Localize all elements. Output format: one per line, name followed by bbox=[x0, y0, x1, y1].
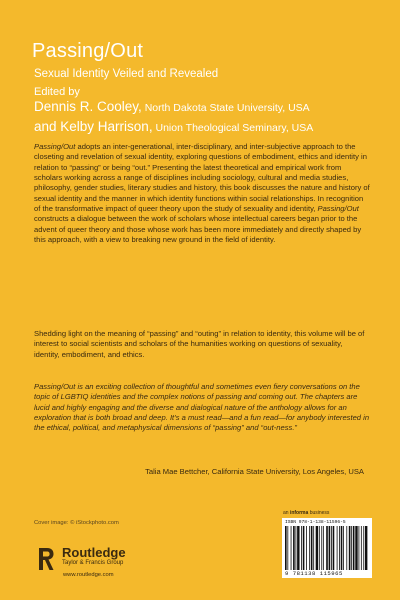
barcode-bar bbox=[355, 526, 357, 570]
barcode-bar bbox=[365, 526, 367, 570]
barcode-bar bbox=[301, 526, 302, 570]
endorsement-attribution: Talia Mae Bettcher, California State University, Los Angeles, USA bbox=[145, 467, 364, 476]
barcode-bar bbox=[287, 526, 288, 570]
editor-1-affiliation: North Dakota State University, USA bbox=[144, 102, 310, 114]
barcode-bar bbox=[331, 526, 332, 570]
isbn-barcode bbox=[282, 518, 372, 578]
barcode-bar bbox=[306, 526, 307, 570]
editor-2-prefix: and bbox=[34, 119, 61, 134]
description-paragraph-1 bbox=[34, 142, 370, 245]
description-title-ref: Passing/Out bbox=[34, 142, 76, 151]
barcode-bar bbox=[285, 526, 287, 570]
barcode-bar bbox=[313, 526, 314, 570]
editor-1 bbox=[34, 99, 310, 114]
barcode-bar bbox=[293, 526, 295, 570]
barcode-bar bbox=[346, 526, 347, 570]
barcode-bar bbox=[341, 526, 343, 570]
editor-2-affiliation: Union Theological Seminary, USA bbox=[155, 122, 314, 134]
description-text-b: constructs a dialogue between the work of scholars whose intellectual careers began prior to the advent of queer theory and those whose work has been more immediately and directly shaped by this approach, with a view to breaking new ground in the field of identity. bbox=[34, 214, 362, 244]
barcode-bar bbox=[343, 526, 344, 570]
editor-2-name: Kelby Harrison, bbox=[60, 119, 153, 134]
barcode-bar bbox=[333, 526, 335, 570]
description-paragraph-2: Shedding light on the meaning of “passing” and “outing” in relation to identity, this volume will be of interest to social scientists and scholars of the humanities working on questions of sexuality, identity, embodiment, and ethics. bbox=[34, 329, 365, 359]
book-subtitle: Sexual Identity Veiled and Revealed bbox=[34, 68, 219, 80]
description-text-a: adopts an inter-generational, inter-disciplinary, and inter-subjective approach to the closeting and revelation of sexual identity, exploring questions of embodiment, ethics and identity in relation to “passing” or being “out.” Presenting the latest theoretical and empirical work from scholars working across a range of disciplines including sociology, cultural and media studies, philosophy, gender studies, literary studies and history, this book discusses the nature and history of sexual identity and the manner in which identity functions within social relationships. In recognition of the transformative impact of queer theory upon the study of sexuality and identity, bbox=[34, 142, 370, 213]
barcode-icon bbox=[285, 526, 369, 570]
routledge-r-logo-icon bbox=[36, 546, 56, 572]
barcode-bar bbox=[349, 526, 351, 570]
endorsement-quote: Passing/Out is an exciting collection of thoughtful and sometimes even fiery conversations on the topic of LGBTIQ identities and the complex notions of passing and coming out. The chapters are lucid and highly engaging and the diverse and dialogical nature of the anthology allows for an exploration that is both broad and deep. It’s a must read—and a fun read—for anybody interested in the ethical, political, and metaphysical dimensions of “passing” and “out-ness.” bbox=[34, 382, 370, 433]
editor-2 bbox=[34, 119, 313, 134]
barcode-bar bbox=[361, 526, 362, 570]
barcode-bar bbox=[319, 526, 320, 570]
barcode-bar bbox=[297, 526, 299, 570]
edited-by-label: Edited by bbox=[34, 86, 80, 98]
cover-image-credit: Cover image: © iStockphoto.com bbox=[34, 520, 119, 526]
isbn-label: ISBN 978-1-138-11596-5 bbox=[285, 520, 346, 525]
barcode-bar bbox=[323, 526, 324, 570]
book-title: Passing/Out bbox=[32, 40, 144, 62]
barcode-bar bbox=[311, 526, 313, 570]
publisher-website[interactable]: www.routledge.com bbox=[63, 572, 114, 578]
barcode-bar bbox=[303, 526, 305, 570]
barcode-digits: 9 781138 115965 bbox=[285, 570, 343, 577]
barcode-bar bbox=[359, 526, 360, 570]
barcode-bar bbox=[363, 526, 364, 570]
barcode-bar bbox=[316, 526, 318, 570]
barcode-bar bbox=[291, 526, 292, 570]
publisher-name: Routledge bbox=[62, 545, 126, 560]
barcode-bar bbox=[353, 526, 355, 570]
description-title-ref-2: Passing/Out bbox=[317, 203, 359, 213]
editor-1-name: Dennis R. Cooley, bbox=[34, 99, 142, 114]
barcode-bar bbox=[309, 526, 310, 570]
publisher-group: Taylor & Francis Group bbox=[62, 560, 124, 566]
barcode-bar bbox=[321, 526, 322, 570]
barcode-bar bbox=[296, 526, 297, 570]
barcode-bar bbox=[329, 526, 331, 570]
barcode-bar bbox=[326, 526, 328, 570]
barcode-bar bbox=[339, 526, 340, 570]
barcode-bar bbox=[351, 526, 352, 570]
informa-business-label: an informa business bbox=[283, 510, 330, 516]
barcode-bar bbox=[337, 526, 338, 570]
